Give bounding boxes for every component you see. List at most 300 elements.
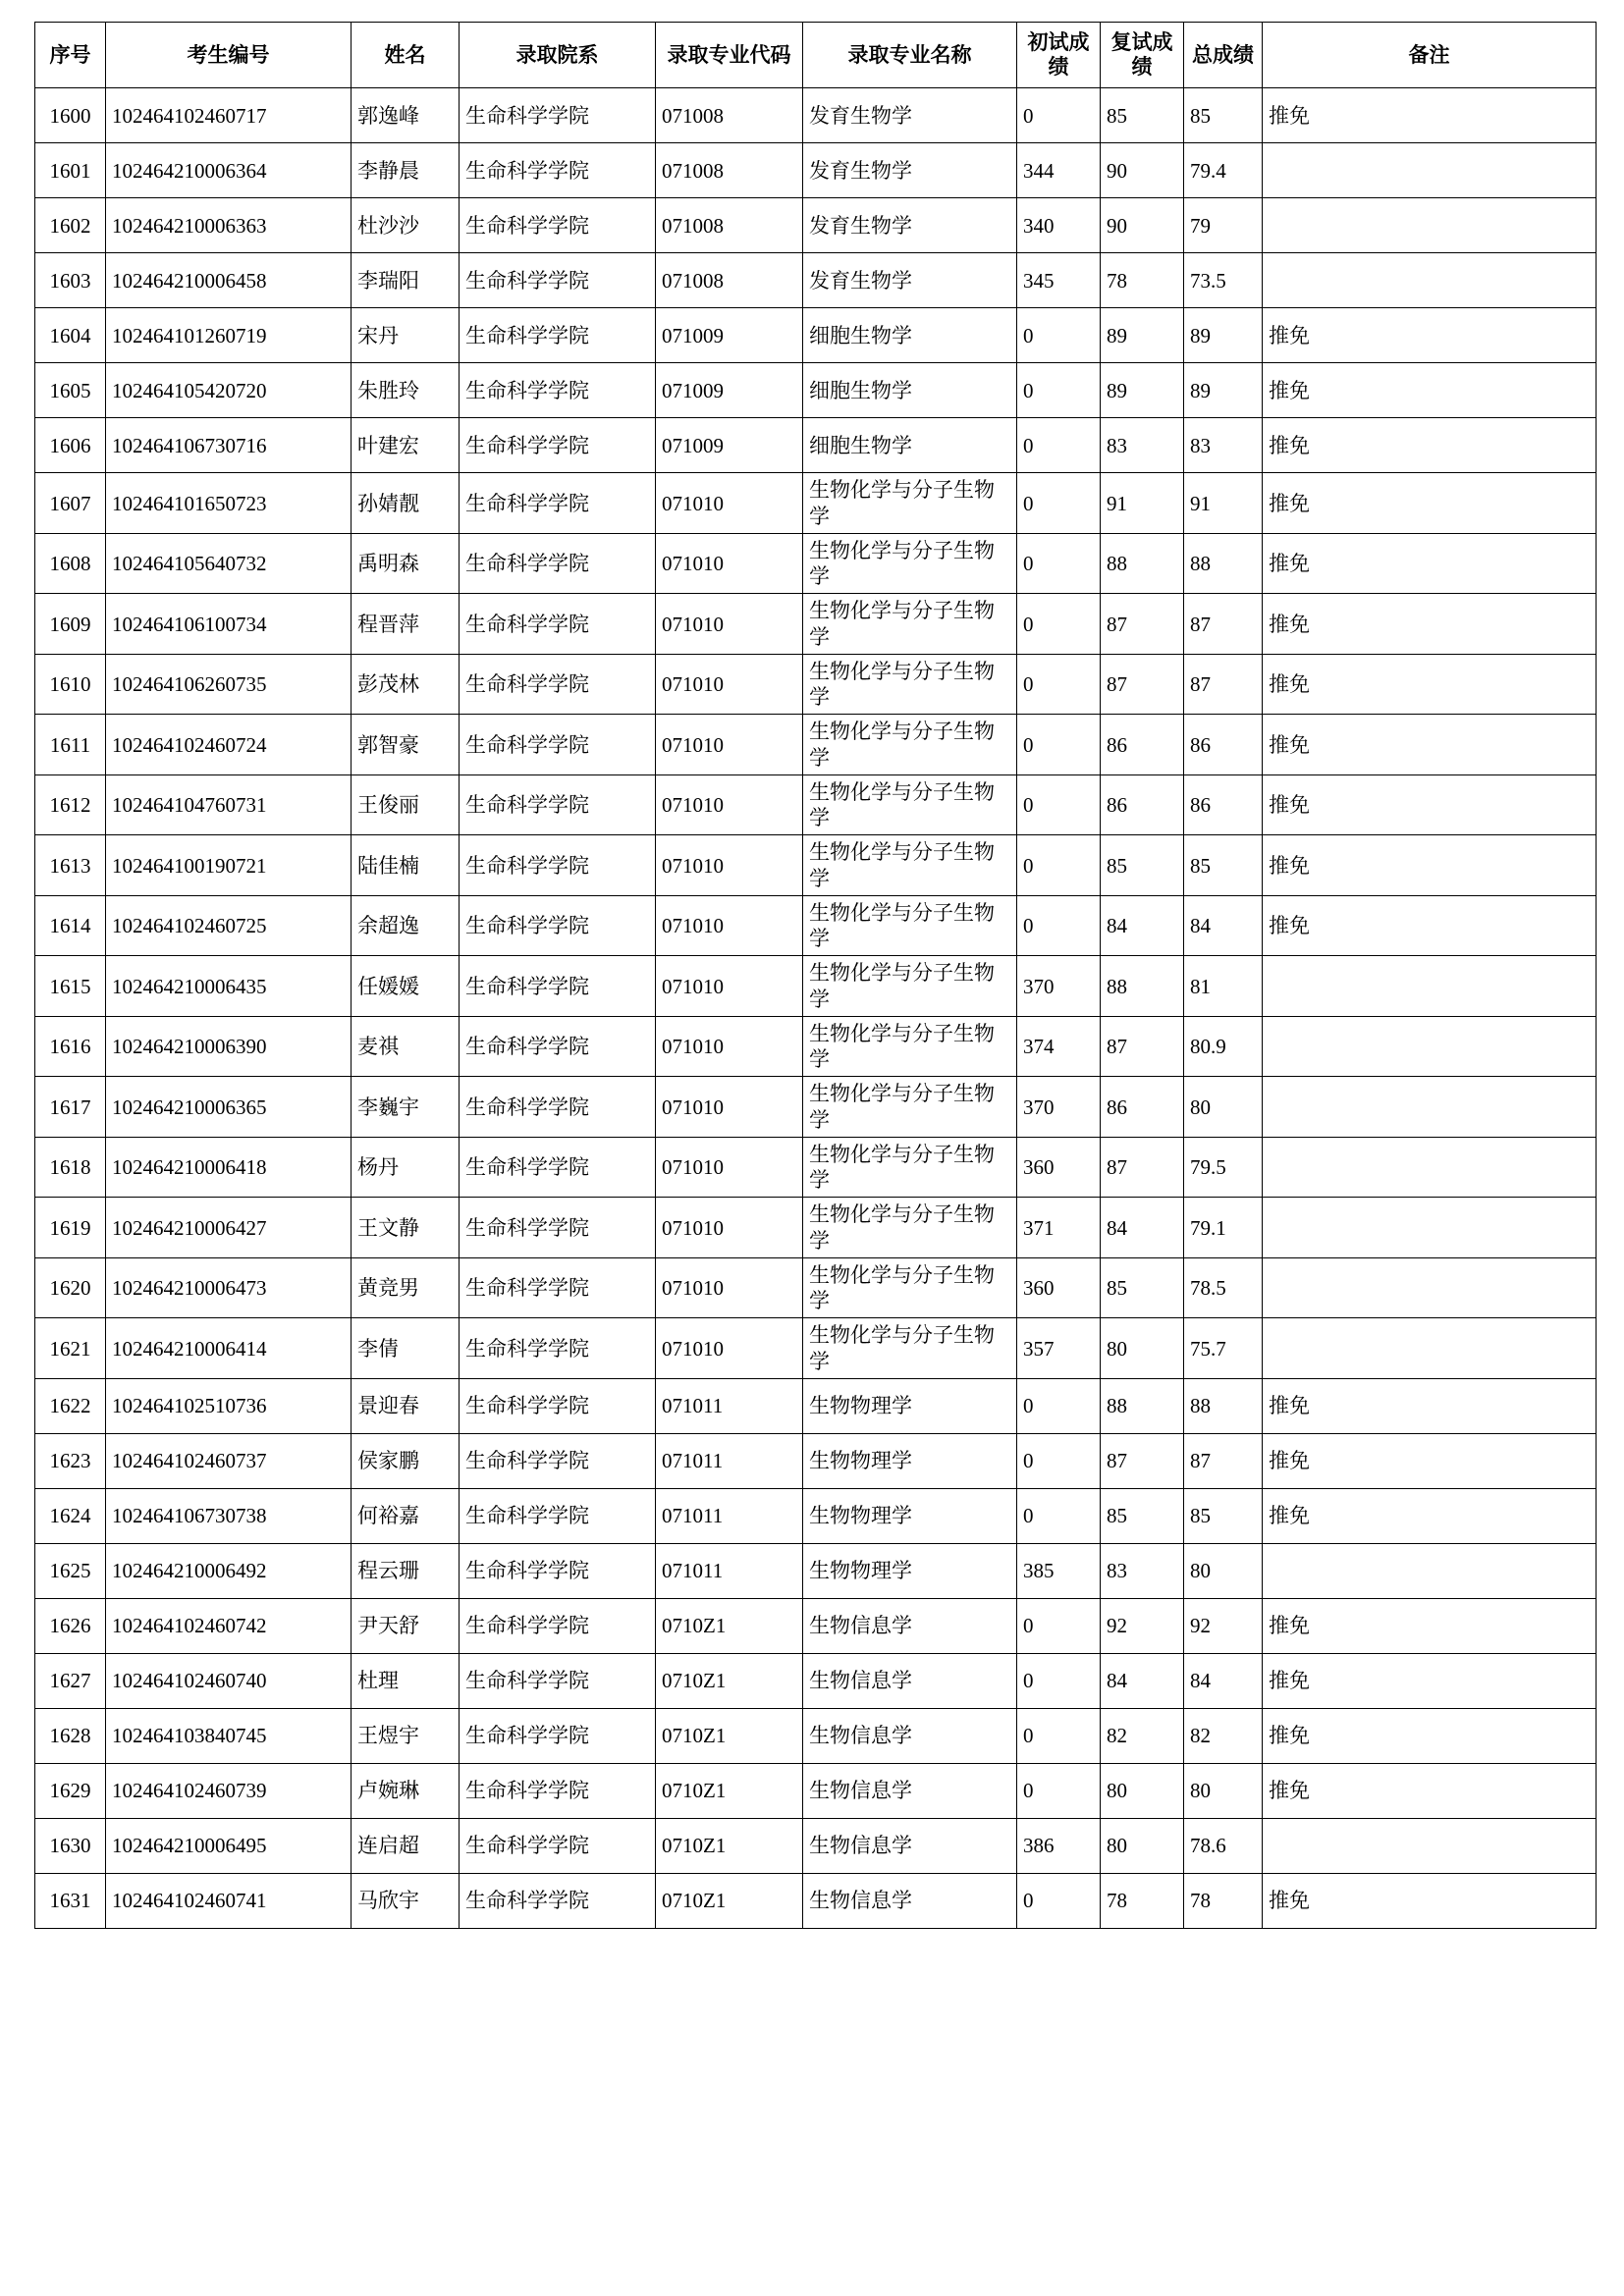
cell-total-score: 79 — [1184, 198, 1263, 253]
cell-index: 1626 — [35, 1598, 106, 1653]
cell-major-name: 生物化学与分子生物学 — [803, 715, 1017, 775]
cell-first-exam-score: 0 — [1017, 1598, 1101, 1653]
cell-department: 生命科学学院 — [460, 1137, 656, 1198]
table-row — [35, 1378, 1597, 1433]
cell-major-code: 071008 — [656, 143, 803, 198]
table-row — [35, 1818, 1597, 1873]
cell-major-name: 生物化学与分子生物学 — [803, 1137, 1017, 1198]
cell-name: 侯家鹏 — [352, 1433, 460, 1488]
cell-second-exam-score: 80 — [1101, 1318, 1184, 1379]
cell-department: 生命科学学院 — [460, 1318, 656, 1379]
cell-name: 景迎春 — [352, 1378, 460, 1433]
cell-candidate-id: 102464102460737 — [106, 1433, 352, 1488]
cell-remark: 推免 — [1263, 473, 1597, 534]
cell-major-name: 生物化学与分子生物学 — [803, 1257, 1017, 1318]
cell-second-exam-score: 89 — [1101, 363, 1184, 418]
cell-name: 李巍宇 — [352, 1077, 460, 1138]
table-row — [35, 418, 1597, 473]
cell-major-code: 0710Z1 — [656, 1818, 803, 1873]
cell-major-code: 0710Z1 — [656, 1763, 803, 1818]
cell-remark — [1263, 1077, 1597, 1138]
cell-major-code: 071009 — [656, 363, 803, 418]
cell-index: 1609 — [35, 594, 106, 655]
cell-major-name: 生物信息学 — [803, 1653, 1017, 1708]
cell-name: 余超逸 — [352, 895, 460, 956]
column-header-department: 录取院系 — [460, 23, 656, 88]
cell-name: 李瑞阳 — [352, 253, 460, 308]
column-header-first-exam-score: 初试成绩 — [1017, 23, 1101, 88]
cell-name: 宋丹 — [352, 308, 460, 363]
cell-first-exam-score: 0 — [1017, 88, 1101, 143]
cell-major-code: 071010 — [656, 895, 803, 956]
cell-name: 孙婧靓 — [352, 473, 460, 534]
cell-department: 生命科学学院 — [460, 363, 656, 418]
cell-first-exam-score: 360 — [1017, 1257, 1101, 1318]
cell-name: 黄竞男 — [352, 1257, 460, 1318]
cell-total-score: 79.1 — [1184, 1198, 1263, 1258]
cell-total-score: 88 — [1184, 1378, 1263, 1433]
cell-major-name: 发育生物学 — [803, 88, 1017, 143]
cell-second-exam-score: 86 — [1101, 1077, 1184, 1138]
cell-total-score: 85 — [1184, 1488, 1263, 1543]
cell-index: 1605 — [35, 363, 106, 418]
cell-candidate-id: 102464101650723 — [106, 473, 352, 534]
cell-first-exam-score: 344 — [1017, 143, 1101, 198]
cell-name: 连启超 — [352, 1818, 460, 1873]
column-header-second-exam-score: 复试成绩 — [1101, 23, 1184, 88]
cell-total-score: 78 — [1184, 1873, 1263, 1928]
cell-name: 杜沙沙 — [352, 198, 460, 253]
cell-total-score: 91 — [1184, 473, 1263, 534]
table-row — [35, 1198, 1597, 1258]
cell-major-code: 071010 — [656, 835, 803, 896]
cell-index: 1603 — [35, 253, 106, 308]
table-row — [35, 1763, 1597, 1818]
table-row — [35, 143, 1597, 198]
cell-major-code: 071008 — [656, 253, 803, 308]
cell-total-score: 79.4 — [1184, 143, 1263, 198]
cell-major-name: 生物物理学 — [803, 1543, 1017, 1598]
cell-major-code: 071010 — [656, 1257, 803, 1318]
cell-department: 生命科学学院 — [460, 1077, 656, 1138]
table-row — [35, 1873, 1597, 1928]
cell-department: 生命科学学院 — [460, 654, 656, 715]
cell-major-name: 生物信息学 — [803, 1598, 1017, 1653]
cell-first-exam-score: 371 — [1017, 1198, 1101, 1258]
cell-first-exam-score: 0 — [1017, 308, 1101, 363]
cell-index: 1631 — [35, 1873, 106, 1928]
cell-remark: 推免 — [1263, 1598, 1597, 1653]
cell-second-exam-score: 84 — [1101, 895, 1184, 956]
cell-candidate-id: 102464105420720 — [106, 363, 352, 418]
cell-total-score: 87 — [1184, 1433, 1263, 1488]
cell-major-code: 071010 — [656, 1016, 803, 1077]
cell-candidate-id: 102464210006363 — [106, 198, 352, 253]
cell-major-code: 071010 — [656, 594, 803, 655]
cell-index: 1607 — [35, 473, 106, 534]
cell-index: 1600 — [35, 88, 106, 143]
cell-index: 1618 — [35, 1137, 106, 1198]
cell-second-exam-score: 91 — [1101, 473, 1184, 534]
cell-first-exam-score: 0 — [1017, 654, 1101, 715]
cell-major-name: 生物化学与分子生物学 — [803, 774, 1017, 835]
cell-remark — [1263, 198, 1597, 253]
cell-total-score: 89 — [1184, 308, 1263, 363]
cell-department: 生命科学学院 — [460, 418, 656, 473]
cell-department: 生命科学学院 — [460, 835, 656, 896]
cell-remark: 推免 — [1263, 1488, 1597, 1543]
cell-department: 生命科学学院 — [460, 1708, 656, 1763]
table-header — [35, 23, 1597, 88]
cell-first-exam-score: 0 — [1017, 1653, 1101, 1708]
cell-name: 任媛媛 — [352, 956, 460, 1017]
cell-name: 程云珊 — [352, 1543, 460, 1598]
cell-second-exam-score: 84 — [1101, 1198, 1184, 1258]
cell-major-code: 0710Z1 — [656, 1873, 803, 1928]
cell-department: 生命科学学院 — [460, 1198, 656, 1258]
cell-department: 生命科学学院 — [460, 1543, 656, 1598]
cell-department: 生命科学学院 — [460, 715, 656, 775]
cell-remark: 推免 — [1263, 594, 1597, 655]
column-header-major-code: 录取专业代码 — [656, 23, 803, 88]
cell-major-code: 071010 — [656, 956, 803, 1017]
cell-remark: 推免 — [1263, 1378, 1597, 1433]
cell-major-name: 生物化学与分子生物学 — [803, 654, 1017, 715]
cell-index: 1604 — [35, 308, 106, 363]
cell-candidate-id: 102464210006427 — [106, 1198, 352, 1258]
cell-candidate-id: 102464210006492 — [106, 1543, 352, 1598]
cell-first-exam-score: 0 — [1017, 715, 1101, 775]
cell-name: 何裕嘉 — [352, 1488, 460, 1543]
cell-department: 生命科学学院 — [460, 594, 656, 655]
cell-major-code: 0710Z1 — [656, 1708, 803, 1763]
cell-first-exam-score: 0 — [1017, 473, 1101, 534]
cell-first-exam-score: 0 — [1017, 1378, 1101, 1433]
cell-total-score: 78.6 — [1184, 1818, 1263, 1873]
cell-remark: 推免 — [1263, 835, 1597, 896]
cell-candidate-id: 102464102460724 — [106, 715, 352, 775]
table-row — [35, 308, 1597, 363]
cell-remark: 推免 — [1263, 1433, 1597, 1488]
table-row — [35, 363, 1597, 418]
cell-index: 1616 — [35, 1016, 106, 1077]
table-row — [35, 253, 1597, 308]
cell-candidate-id: 102464102460740 — [106, 1653, 352, 1708]
table-row — [35, 1318, 1597, 1379]
cell-department: 生命科学学院 — [460, 1257, 656, 1318]
cell-second-exam-score: 87 — [1101, 1433, 1184, 1488]
cell-name: 麦祺 — [352, 1016, 460, 1077]
cell-first-exam-score: 345 — [1017, 253, 1101, 308]
cell-total-score: 87 — [1184, 654, 1263, 715]
cell-index: 1601 — [35, 143, 106, 198]
cell-major-name: 细胞生物学 — [803, 308, 1017, 363]
cell-major-code: 071009 — [656, 308, 803, 363]
cell-second-exam-score: 85 — [1101, 88, 1184, 143]
cell-department: 生命科学学院 — [460, 1763, 656, 1818]
cell-first-exam-score: 0 — [1017, 1488, 1101, 1543]
cell-second-exam-score: 88 — [1101, 533, 1184, 594]
table-row — [35, 1433, 1597, 1488]
table-row — [35, 1257, 1597, 1318]
cell-remark: 推免 — [1263, 1708, 1597, 1763]
cell-major-code: 071011 — [656, 1378, 803, 1433]
cell-remark: 推免 — [1263, 418, 1597, 473]
cell-index: 1617 — [35, 1077, 106, 1138]
cell-major-name: 细胞生物学 — [803, 418, 1017, 473]
cell-name: 王俊丽 — [352, 774, 460, 835]
cell-remark — [1263, 1198, 1597, 1258]
cell-second-exam-score: 88 — [1101, 1378, 1184, 1433]
cell-second-exam-score: 87 — [1101, 1016, 1184, 1077]
cell-candidate-id: 102464102460717 — [106, 88, 352, 143]
cell-candidate-id: 102464210006364 — [106, 143, 352, 198]
cell-department: 生命科学学院 — [460, 88, 656, 143]
cell-name: 朱胜玲 — [352, 363, 460, 418]
cell-second-exam-score: 84 — [1101, 1653, 1184, 1708]
cell-candidate-id: 102464101260719 — [106, 308, 352, 363]
cell-major-code: 071010 — [656, 1318, 803, 1379]
cell-department: 生命科学学院 — [460, 895, 656, 956]
table-row — [35, 1708, 1597, 1763]
cell-index: 1621 — [35, 1318, 106, 1379]
table-row — [35, 1653, 1597, 1708]
cell-candidate-id: 102464105640732 — [106, 533, 352, 594]
cell-major-code: 071010 — [656, 654, 803, 715]
column-header-candidate-id: 考生编号 — [106, 23, 352, 88]
cell-candidate-id: 102464210006365 — [106, 1077, 352, 1138]
table-row — [35, 1598, 1597, 1653]
cell-total-score: 80.9 — [1184, 1016, 1263, 1077]
cell-major-name: 生物物理学 — [803, 1488, 1017, 1543]
cell-major-name: 发育生物学 — [803, 253, 1017, 308]
cell-remark — [1263, 956, 1597, 1017]
cell-major-code: 071011 — [656, 1488, 803, 1543]
cell-name: 郭智豪 — [352, 715, 460, 775]
cell-department: 生命科学学院 — [460, 533, 656, 594]
cell-first-exam-score: 360 — [1017, 1137, 1101, 1198]
cell-second-exam-score: 89 — [1101, 308, 1184, 363]
cell-major-name: 细胞生物学 — [803, 363, 1017, 418]
cell-first-exam-score: 0 — [1017, 1873, 1101, 1928]
table-row — [35, 1137, 1597, 1198]
cell-second-exam-score: 78 — [1101, 253, 1184, 308]
cell-major-code: 071010 — [656, 1077, 803, 1138]
cell-first-exam-score: 340 — [1017, 198, 1101, 253]
cell-department: 生命科学学院 — [460, 1433, 656, 1488]
cell-name: 叶建宏 — [352, 418, 460, 473]
cell-first-exam-score: 0 — [1017, 835, 1101, 896]
table-row — [35, 835, 1597, 896]
cell-name: 王文静 — [352, 1198, 460, 1258]
cell-name: 程晋萍 — [352, 594, 460, 655]
cell-department: 生命科学学院 — [460, 1818, 656, 1873]
cell-first-exam-score: 0 — [1017, 533, 1101, 594]
cell-remark: 推免 — [1263, 774, 1597, 835]
cell-first-exam-score: 0 — [1017, 1763, 1101, 1818]
cell-total-score: 89 — [1184, 363, 1263, 418]
cell-department: 生命科学学院 — [460, 308, 656, 363]
cell-second-exam-score: 87 — [1101, 594, 1184, 655]
cell-remark: 推免 — [1263, 1763, 1597, 1818]
cell-first-exam-score: 370 — [1017, 956, 1101, 1017]
cell-candidate-id: 102464210006390 — [106, 1016, 352, 1077]
cell-major-name: 生物信息学 — [803, 1818, 1017, 1873]
cell-major-name: 生物化学与分子生物学 — [803, 1077, 1017, 1138]
cell-second-exam-score: 83 — [1101, 1543, 1184, 1598]
cell-candidate-id: 102464102460725 — [106, 895, 352, 956]
cell-major-name: 生物信息学 — [803, 1708, 1017, 1763]
cell-department: 生命科学学院 — [460, 1016, 656, 1077]
cell-name: 杨丹 — [352, 1137, 460, 1198]
cell-department: 生命科学学院 — [460, 1873, 656, 1928]
table-body — [35, 88, 1597, 1929]
cell-remark — [1263, 1016, 1597, 1077]
cell-index: 1630 — [35, 1818, 106, 1873]
cell-name: 卢婉琳 — [352, 1763, 460, 1818]
cell-second-exam-score: 83 — [1101, 418, 1184, 473]
cell-total-score: 85 — [1184, 88, 1263, 143]
cell-candidate-id: 102464102510736 — [106, 1378, 352, 1433]
cell-total-score: 87 — [1184, 594, 1263, 655]
cell-index: 1622 — [35, 1378, 106, 1433]
table-row — [35, 533, 1597, 594]
cell-first-exam-score: 0 — [1017, 1708, 1101, 1763]
cell-name: 郭逸峰 — [352, 88, 460, 143]
cell-name: 杜理 — [352, 1653, 460, 1708]
cell-major-code: 071010 — [656, 715, 803, 775]
cell-total-score: 86 — [1184, 774, 1263, 835]
cell-total-score: 80 — [1184, 1763, 1263, 1818]
cell-second-exam-score: 85 — [1101, 1257, 1184, 1318]
cell-second-exam-score: 78 — [1101, 1873, 1184, 1928]
cell-remark: 推免 — [1263, 895, 1597, 956]
cell-total-score: 81 — [1184, 956, 1263, 1017]
cell-major-name: 发育生物学 — [803, 143, 1017, 198]
cell-remark: 推免 — [1263, 715, 1597, 775]
cell-remark: 推免 — [1263, 308, 1597, 363]
cell-second-exam-score: 80 — [1101, 1818, 1184, 1873]
cell-candidate-id: 102464102460742 — [106, 1598, 352, 1653]
cell-second-exam-score: 90 — [1101, 198, 1184, 253]
cell-remark: 推免 — [1263, 654, 1597, 715]
cell-index: 1611 — [35, 715, 106, 775]
cell-remark — [1263, 1257, 1597, 1318]
cell-first-exam-score: 0 — [1017, 363, 1101, 418]
cell-total-score: 75.7 — [1184, 1318, 1263, 1379]
cell-first-exam-score: 0 — [1017, 895, 1101, 956]
cell-total-score: 83 — [1184, 418, 1263, 473]
admission-results-table — [34, 22, 1597, 1929]
cell-second-exam-score: 86 — [1101, 774, 1184, 835]
cell-index: 1602 — [35, 198, 106, 253]
cell-first-exam-score: 0 — [1017, 1433, 1101, 1488]
cell-second-exam-score: 87 — [1101, 654, 1184, 715]
cell-candidate-id: 102464106100734 — [106, 594, 352, 655]
cell-major-name: 生物物理学 — [803, 1433, 1017, 1488]
cell-second-exam-score: 90 — [1101, 143, 1184, 198]
cell-remark: 推免 — [1263, 363, 1597, 418]
cell-first-exam-score: 370 — [1017, 1077, 1101, 1138]
cell-major-name: 发育生物学 — [803, 198, 1017, 253]
cell-remark — [1263, 143, 1597, 198]
cell-major-code: 071010 — [656, 1198, 803, 1258]
cell-candidate-id: 102464102460741 — [106, 1873, 352, 1928]
cell-index: 1615 — [35, 956, 106, 1017]
cell-name: 马欣宇 — [352, 1873, 460, 1928]
cell-major-code: 071011 — [656, 1543, 803, 1598]
cell-name: 彭茂林 — [352, 654, 460, 715]
cell-candidate-id: 102464106730716 — [106, 418, 352, 473]
cell-remark: 推免 — [1263, 88, 1597, 143]
cell-index: 1627 — [35, 1653, 106, 1708]
cell-total-score: 80 — [1184, 1077, 1263, 1138]
cell-candidate-id: 102464210006418 — [106, 1137, 352, 1198]
cell-major-code: 071010 — [656, 533, 803, 594]
cell-department: 生命科学学院 — [460, 198, 656, 253]
cell-total-score: 80 — [1184, 1543, 1263, 1598]
cell-candidate-id: 102464210006458 — [106, 253, 352, 308]
cell-first-exam-score: 0 — [1017, 594, 1101, 655]
table-row — [35, 774, 1597, 835]
column-header-index: 序号 — [35, 23, 106, 88]
cell-major-code: 0710Z1 — [656, 1653, 803, 1708]
cell-major-code: 071009 — [656, 418, 803, 473]
cell-major-code: 071010 — [656, 473, 803, 534]
cell-remark: 推免 — [1263, 533, 1597, 594]
cell-index: 1628 — [35, 1708, 106, 1763]
cell-total-score: 84 — [1184, 895, 1263, 956]
cell-remark — [1263, 253, 1597, 308]
cell-first-exam-score: 385 — [1017, 1543, 1101, 1598]
cell-candidate-id: 102464102460739 — [106, 1763, 352, 1818]
cell-total-score: 92 — [1184, 1598, 1263, 1653]
cell-name: 禹明森 — [352, 533, 460, 594]
cell-remark — [1263, 1137, 1597, 1198]
cell-candidate-id: 102464103840745 — [106, 1708, 352, 1763]
cell-candidate-id: 102464106730738 — [106, 1488, 352, 1543]
cell-department: 生命科学学院 — [460, 143, 656, 198]
cell-major-name: 生物信息学 — [803, 1873, 1017, 1928]
cell-major-name: 生物化学与分子生物学 — [803, 895, 1017, 956]
cell-department: 生命科学学院 — [460, 956, 656, 1017]
cell-department: 生命科学学院 — [460, 1598, 656, 1653]
cell-first-exam-score: 357 — [1017, 1318, 1101, 1379]
table-row — [35, 1016, 1597, 1077]
cell-second-exam-score: 85 — [1101, 1488, 1184, 1543]
cell-total-score: 84 — [1184, 1653, 1263, 1708]
cell-index: 1610 — [35, 654, 106, 715]
cell-major-name: 生物化学与分子生物学 — [803, 956, 1017, 1017]
cell-major-code: 071008 — [656, 88, 803, 143]
cell-major-name: 生物化学与分子生物学 — [803, 1198, 1017, 1258]
table-row — [35, 1488, 1597, 1543]
cell-first-exam-score: 0 — [1017, 774, 1101, 835]
cell-candidate-id: 102464210006495 — [106, 1818, 352, 1873]
cell-index: 1620 — [35, 1257, 106, 1318]
cell-department: 生命科学学院 — [460, 253, 656, 308]
cell-major-code: 071010 — [656, 774, 803, 835]
cell-remark: 推免 — [1263, 1653, 1597, 1708]
cell-major-name: 生物化学与分子生物学 — [803, 1016, 1017, 1077]
cell-index: 1608 — [35, 533, 106, 594]
cell-candidate-id: 102464106260735 — [106, 654, 352, 715]
cell-first-exam-score: 374 — [1017, 1016, 1101, 1077]
cell-index: 1606 — [35, 418, 106, 473]
cell-index: 1619 — [35, 1198, 106, 1258]
table-row — [35, 654, 1597, 715]
cell-index: 1629 — [35, 1763, 106, 1818]
